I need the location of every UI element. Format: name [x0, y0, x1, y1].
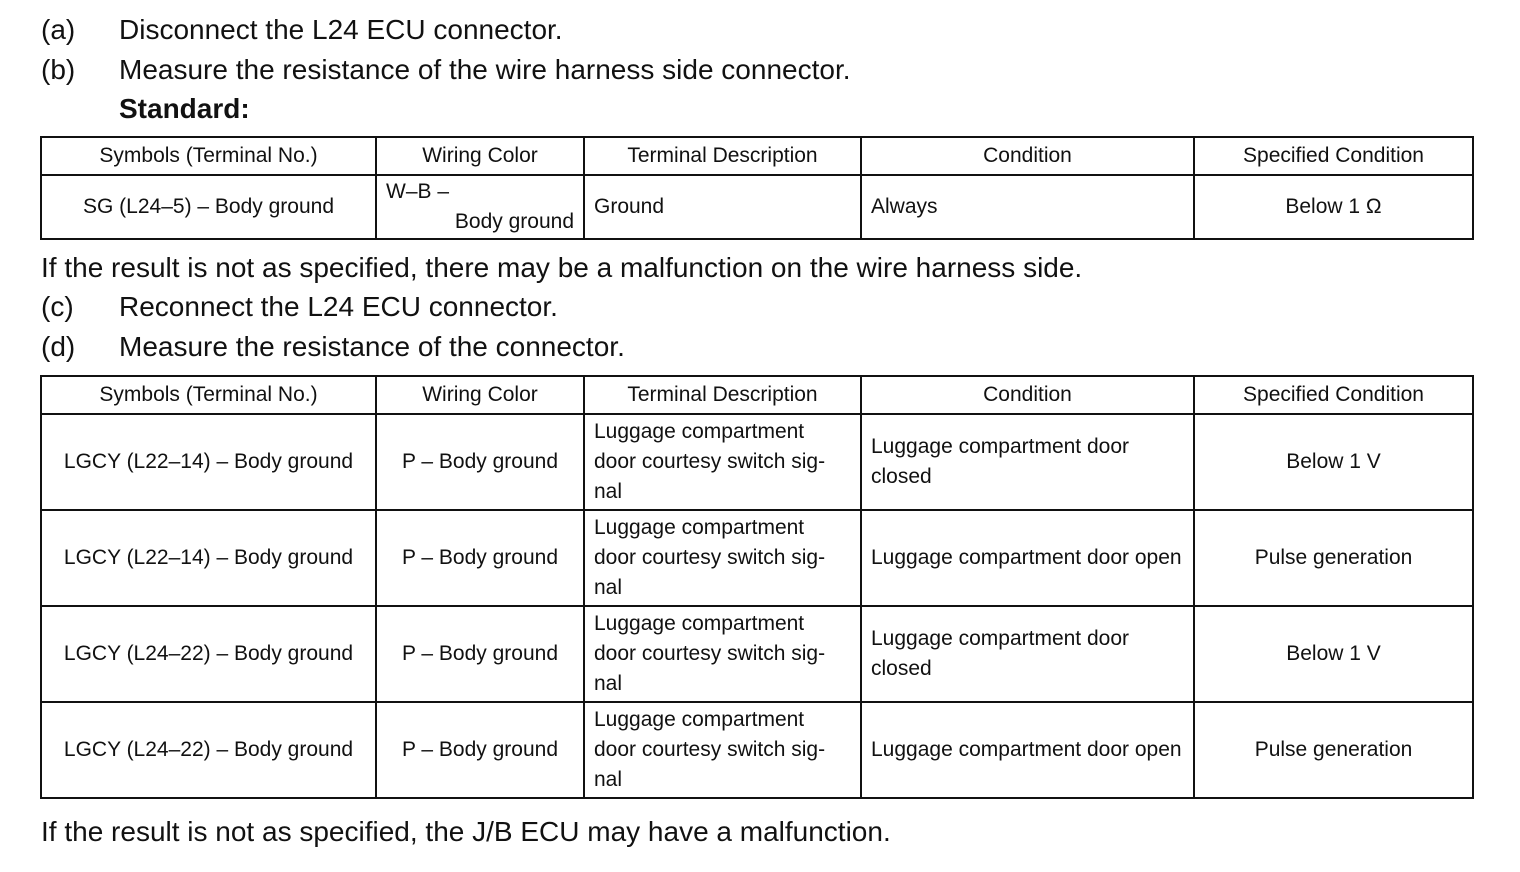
column-header: Wiring Color	[376, 376, 584, 414]
wiring-color-cell: P – Body ground	[376, 702, 584, 798]
symbols-cell: LGCY (L24–22) – Body ground	[41, 702, 376, 798]
condition-cell: Luggage compartment door open	[861, 510, 1194, 606]
step-c	[41, 290, 558, 324]
column-header: Symbols (Terminal No.)	[41, 137, 376, 175]
standard-heading: Standard:	[119, 93, 250, 124]
terminal-description-cell: Luggage compartment door courtesy switch sig-nal	[584, 414, 861, 510]
wiring-color-top: W–B –	[386, 180, 450, 203]
step-b	[41, 53, 851, 87]
step-text: Measure the resistance of the connector.	[119, 331, 625, 362]
specified-condition-cell: Below 1 V	[1194, 606, 1473, 702]
condition-cell: Luggage compartment door open	[861, 702, 1194, 798]
specified-condition-cell: Below 1 V	[1194, 414, 1473, 510]
note-wire-harness: If the result is not as specified, there may be a malfunction on the wire harness side.	[41, 252, 1083, 283]
specified-condition-cell: Pulse generation	[1194, 702, 1473, 798]
wiring-color-cell: P – Body ground	[376, 414, 584, 510]
column-header: Symbols (Terminal No.)	[41, 376, 376, 414]
condition-cell: Luggage compartment door closed	[861, 414, 1194, 510]
column-header: Specified Condition	[1194, 137, 1473, 175]
table-header-row	[41, 137, 1473, 175]
standard-table-resistance	[40, 136, 1474, 240]
column-header: Condition	[861, 137, 1194, 175]
wiring-color-cell: P – Body ground	[376, 510, 584, 606]
wiring-color-cell	[376, 175, 584, 239]
step-text: Disconnect the L24 ECU connector.	[119, 14, 563, 45]
specified-condition-cell: Below 1 Ω	[1194, 175, 1473, 239]
standard-table-connector	[40, 375, 1474, 799]
step-a	[41, 13, 563, 47]
table-row	[41, 702, 1473, 798]
column-header: Wiring Color	[376, 137, 584, 175]
step-d	[41, 330, 625, 364]
step-text: Measure the resistance of the wire harness side connector.	[119, 54, 851, 85]
note-jb-ecu: If the result is not as specified, the J/B ECU may have a malfunction.	[41, 816, 891, 847]
table-row	[41, 414, 1473, 510]
condition-cell: Always	[861, 175, 1194, 239]
step-text: Reconnect the L24 ECU connector.	[119, 291, 558, 322]
terminal-description-cell: Luggage compartment door courtesy switch sig-nal	[584, 606, 861, 702]
table-row	[41, 175, 1473, 239]
table-row	[41, 510, 1473, 606]
column-header: Condition	[861, 376, 1194, 414]
table-header-row	[41, 376, 1473, 414]
table-row	[41, 606, 1473, 702]
specified-condition-cell: Pulse generation	[1194, 510, 1473, 606]
wiring-color-cell: P – Body ground	[376, 606, 584, 702]
step-label: (a)	[41, 14, 76, 45]
column-header: Specified Condition	[1194, 376, 1473, 414]
step-label: (b)	[41, 54, 76, 85]
terminal-description-cell: Ground	[584, 175, 861, 239]
step-label: (d)	[41, 331, 76, 362]
wiring-color-bottom: Body ground	[454, 210, 574, 233]
terminal-description-cell: Luggage compartment door courtesy switch sig-nal	[584, 510, 861, 606]
column-header: Terminal Description	[584, 137, 861, 175]
step-label: (c)	[41, 291, 74, 322]
symbols-cell: LGCY (L22–14) – Body ground	[41, 414, 376, 510]
column-header: Terminal Description	[584, 376, 861, 414]
symbols-cell: LGCY (L24–22) – Body ground	[41, 606, 376, 702]
symbols-cell: LGCY (L22–14) – Body ground	[41, 510, 376, 606]
symbols-cell: SG (L24–5) – Body ground	[41, 175, 376, 239]
condition-cell: Luggage compartment door closed	[861, 606, 1194, 702]
terminal-description-cell: Luggage compartment door courtesy switch sig-nal	[584, 702, 861, 798]
